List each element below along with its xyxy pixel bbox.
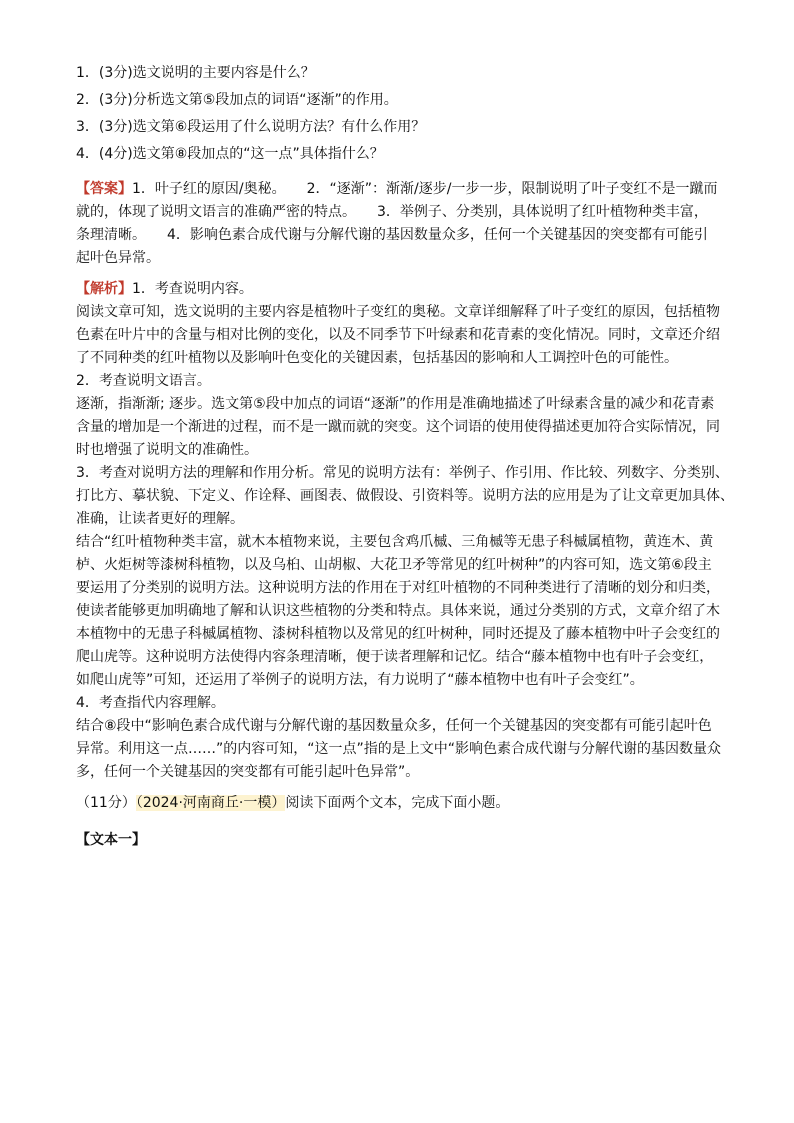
text-one-label: 【文本一】 [76, 832, 146, 848]
question-list [76, 62, 736, 166]
task-source: （2024·河南商丘·一模） [135, 795, 286, 811]
analysis-line: 栌、火炬树等漆树科植物，以及乌桕、山胡椒、大花卫矛等常见的红叶树种”的内容可知，选文第⑥段主 [76, 557, 712, 573]
analysis-line: 打比方、摹状貌、下定义、作诠释、画图表、做假设、引资料等。说明方法的应用是为了让文章更加具体、 [76, 488, 734, 504]
analysis-subhead-4: 4．考查指代内容理解。 [76, 695, 225, 711]
task-instruction: 阅读下面两个文本，完成下面小题。 [285, 795, 510, 811]
answer-line-3: 条理清晰。 4．影响色素合成代谢与分解代谢的基因数量众多，任何一个关键基因的突变都有可能引 [76, 227, 708, 243]
analysis-line: 准确，让读者更好的理解。 [76, 511, 244, 527]
analysis-subhead-3: 3．考查对说明方法的理解和作用分析。常见的说明方法有：举例子、作引用、作比较、列数字、分类别、 [76, 465, 729, 481]
analysis-line: 使读者能够更加明确地了解和认识这些植物的分类和特点。具体来说，通过分类别的方式，文章介绍了木 [76, 603, 720, 619]
analysis-line: 要运用了分类别的说明方法。这种说明方法的作用在于对红叶植物的不同种类进行了清晰的划分和归类， [76, 580, 720, 596]
analysis-line: 异常。利用这一点……”的内容可知，“这一点”指的是上文中“影响色素合成代谢与分解代谢的基因数量众 [76, 741, 722, 757]
analysis-line: 结合“红叶植物种类丰富，就木本植物来说，主要包含鸡爪槭、三角槭等无患子科槭属植物，黄连木、黄 [76, 534, 714, 550]
question-2: 2．(3分)分析选文第⑤段加点的词语“逐渐”的作用。 [76, 92, 398, 108]
analysis-line: 色素在叶片中的含量与相对比例的变化，以及不同季节下叶绿素和花青素的变化情况。同时，文章还介绍 [76, 327, 720, 343]
task-score: （11分） [76, 795, 136, 811]
analysis-section [76, 278, 736, 784]
answer-label: 【答案】 [76, 181, 132, 197]
analysis-line: 本植物中的无患子科槭属植物、漆树科植物以及常见的红叶树种，同时还提及了藤本植物中叶子会变红的 [76, 626, 720, 642]
analysis-line: 爬山虎等。这种说明方法使得内容条理清晰，便于读者理解和记忆。结合“藤本植物中也有叶子会变红， [76, 649, 714, 665]
analysis-line: 含量的增加是一个渐进的过程，而不是一蹴而就的突变。这个词语的使用使得描述更加符合实际情况，同 [76, 419, 720, 435]
answer-line-4: 起叶色异常。 [76, 250, 160, 266]
analysis-line: 如爬山虎等”可知，还运用了举例子的说明方法，有力说明了“藤本植物中也有叶子会变红”。 [76, 672, 644, 688]
answer-line-2: 就的，体现了说明文语言的准确严密的特点。 3．举例子、分类别，具体说明了红叶植物种类丰富， [76, 204, 708, 220]
answer-section [76, 178, 736, 270]
analysis-line: 了不同种类的红叶植物以及影响叶色变化的关键因素，包括基因的影响和人工调控叶色的可能性。 [76, 350, 678, 366]
question-3: 3．(3分)选文第⑥段运用了什么说明方法？有什么作用？ [76, 119, 426, 135]
analysis-head: 【解析】1．考查说明内容。 [76, 281, 253, 297]
analysis-line: 阅读文章可知，选文说明的主要内容是植物叶子变红的奥秘。文章详细解释了叶子变红的原因，包括植物 [76, 304, 720, 320]
analysis-line: 时也增强了说明文的准确性。 [76, 442, 258, 458]
analysis-line: 结合⑧段中“影响色素合成代谢与分解代谢的基因数量众多，任何一个关键基因的突变都有可能引起叶色 [76, 718, 712, 734]
question-1: 1．(3分)选文说明的主要内容是什么？ [76, 65, 315, 81]
document-page [76, 62, 736, 852]
analysis-label: 【解析】 [76, 281, 132, 297]
question-4: 4．(4分)选文第⑧段加点的“这一点”具体指什么？ [76, 146, 384, 162]
next-task-line [76, 792, 736, 815]
analysis-line: 多，任何一个关键基因的突变都有可能引起叶色异常”。 [76, 764, 420, 780]
analysis-line: 逐渐，指渐渐; 逐步。选文第⑤段中加点的词语“逐渐”的作用是准确地描述了叶绿素含量的减少和花青素 [76, 396, 715, 412]
answer-line-1: 【答案】1．叶子红的原因/奥秘。 2．“逐渐”：渐渐/逐步/一步一步，限制说明了叶子变红不是一蹴而 [76, 181, 718, 197]
analysis-subhead-2: 2．考查说明文语言。 [76, 373, 211, 389]
